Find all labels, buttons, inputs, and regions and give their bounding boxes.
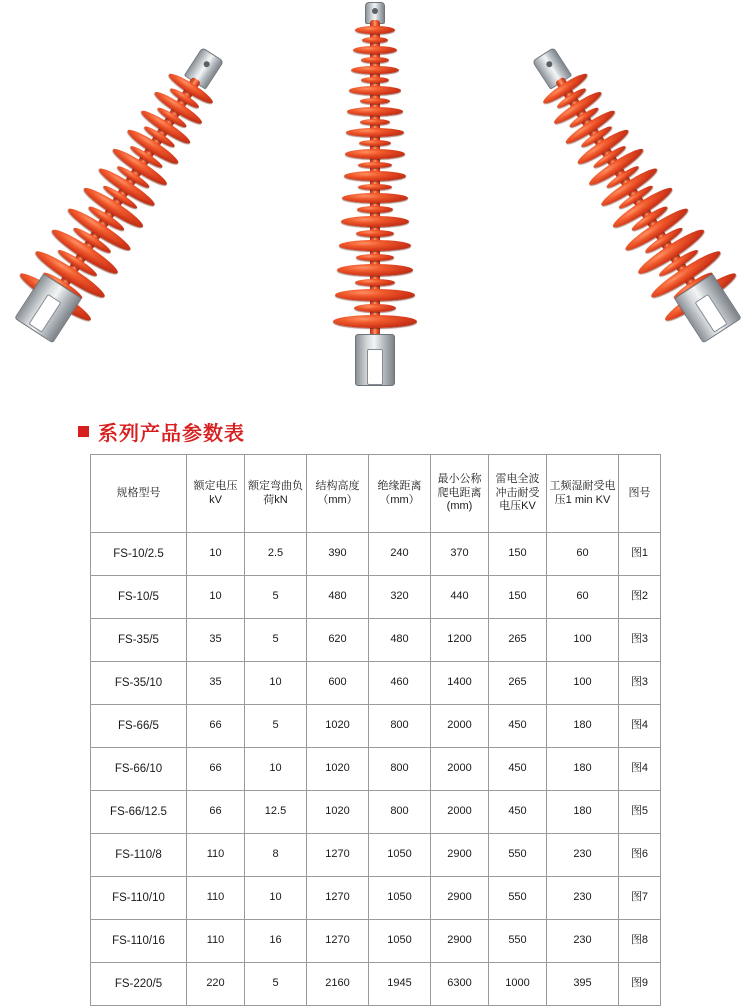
table-row [91, 920, 661, 963]
table-row [91, 533, 661, 576]
cell-rated-voltage: 66 [187, 791, 245, 834]
cell-model: FS-110/10 [91, 877, 187, 920]
cell-figure-no: 图8 [619, 920, 661, 963]
cell-bending-load: 2.5 [245, 533, 307, 576]
cell-bending-load: 16 [245, 920, 307, 963]
cell-figure-no: 图9 [619, 963, 661, 1006]
cell-lightning-impulse: 150 [489, 533, 547, 576]
cell-figure-no: 图3 [619, 662, 661, 705]
table-row [91, 705, 661, 748]
col-header-insulation-distance: 绝缘距离（mm） [369, 455, 431, 533]
cell-insulation-distance: 1050 [369, 920, 431, 963]
table-header-row [91, 455, 661, 533]
cell-insulation-distance: 800 [369, 705, 431, 748]
col-header-model: 规格型号 [91, 455, 187, 533]
cell-lightning-impulse: 450 [489, 748, 547, 791]
cell-creepage-distance: 1200 [431, 619, 489, 662]
cell-power-frequency-wet: 395 [547, 963, 619, 1006]
cell-structure-height: 600 [307, 662, 369, 705]
cell-lightning-impulse: 265 [489, 619, 547, 662]
cell-lightning-impulse: 450 [489, 791, 547, 834]
cell-rated-voltage: 35 [187, 662, 245, 705]
spec-table [90, 454, 661, 1006]
cell-figure-no: 图7 [619, 877, 661, 920]
cell-structure-height: 620 [307, 619, 369, 662]
cell-creepage-distance: 2000 [431, 705, 489, 748]
cell-insulation-distance: 1050 [369, 834, 431, 877]
cell-power-frequency-wet: 230 [547, 877, 619, 920]
table-row [91, 619, 661, 662]
cell-bending-load: 5 [245, 705, 307, 748]
col-header-figure-no: 图号 [619, 455, 661, 533]
cell-creepage-distance: 2900 [431, 877, 489, 920]
cell-power-frequency-wet: 230 [547, 920, 619, 963]
cell-structure-height: 1020 [307, 791, 369, 834]
col-header-bending-load: 额定弯曲负荷kN [245, 455, 307, 533]
cell-lightning-impulse: 450 [489, 705, 547, 748]
table-row [91, 963, 661, 1006]
cell-insulation-distance: 460 [369, 662, 431, 705]
cell-insulation-distance: 480 [369, 619, 431, 662]
table-row [91, 834, 661, 877]
insulator-center [315, 2, 435, 392]
cell-structure-height: 480 [307, 576, 369, 619]
cell-structure-height: 1020 [307, 705, 369, 748]
cell-lightning-impulse: 150 [489, 576, 547, 619]
cell-model: FS-66/10 [91, 748, 187, 791]
cell-rated-voltage: 66 [187, 705, 245, 748]
cell-insulation-distance: 240 [369, 533, 431, 576]
cell-structure-height: 390 [307, 533, 369, 576]
table-row [91, 791, 661, 834]
spec-table-head [91, 455, 661, 533]
cell-power-frequency-wet: 100 [547, 662, 619, 705]
cell-power-frequency-wet: 60 [547, 576, 619, 619]
metal-clevis-center [355, 334, 395, 386]
cell-figure-no: 图4 [619, 748, 661, 791]
cell-lightning-impulse: 265 [489, 662, 547, 705]
cell-insulation-distance: 800 [369, 791, 431, 834]
cell-model: FS-66/12.5 [91, 791, 187, 834]
cap-hole-icon [203, 60, 211, 68]
cell-figure-no: 图2 [619, 576, 661, 619]
cell-rated-voltage: 220 [187, 963, 245, 1006]
cell-creepage-distance: 2900 [431, 920, 489, 963]
col-header-power-frequency-wet: 工频湿耐受电压1 min KV [547, 455, 619, 533]
cell-insulation-distance: 1050 [369, 877, 431, 920]
col-header-structure-height: 结构高度（mm） [307, 455, 369, 533]
cell-rated-voltage: 10 [187, 533, 245, 576]
cap-hole-icon [372, 8, 378, 14]
spec-table-container [0, 454, 750, 1006]
cell-model: FS-220/5 [91, 963, 187, 1006]
cell-structure-height: 1270 [307, 877, 369, 920]
cell-lightning-impulse: 550 [489, 920, 547, 963]
cell-creepage-distance: 6300 [431, 963, 489, 1006]
col-header-lightning-impulse: 雷电全波冲击耐受电压KV [489, 455, 547, 533]
cell-power-frequency-wet: 180 [547, 705, 619, 748]
cell-model: FS-35/10 [91, 662, 187, 705]
cell-rated-voltage: 35 [187, 619, 245, 662]
cell-bending-load: 10 [245, 877, 307, 920]
cell-figure-no: 图3 [619, 619, 661, 662]
shed-stack-center [333, 26, 417, 331]
cell-creepage-distance: 1400 [431, 662, 489, 705]
cell-insulation-distance: 1945 [369, 963, 431, 1006]
cell-bending-load: 5 [245, 576, 307, 619]
cell-insulation-distance: 320 [369, 576, 431, 619]
cell-model: FS-66/5 [91, 705, 187, 748]
cell-power-frequency-wet: 60 [547, 533, 619, 576]
cell-bending-load: 5 [245, 619, 307, 662]
cell-bending-load: 10 [245, 662, 307, 705]
cell-figure-no: 图4 [619, 705, 661, 748]
cell-creepage-distance: 440 [431, 576, 489, 619]
cell-power-frequency-wet: 180 [547, 748, 619, 791]
cell-creepage-distance: 370 [431, 533, 489, 576]
cell-bending-load: 5 [245, 963, 307, 1006]
cell-rated-voltage: 66 [187, 748, 245, 791]
cell-structure-height: 1020 [307, 748, 369, 791]
section-bullet-icon [78, 426, 89, 437]
cell-model: FS-110/16 [91, 920, 187, 963]
table-row [91, 877, 661, 920]
cell-structure-height: 1270 [307, 834, 369, 877]
cell-model: FS-110/8 [91, 834, 187, 877]
cell-lightning-impulse: 550 [489, 877, 547, 920]
col-header-creepage-distance: 最小公称爬电距离(mm) [431, 455, 489, 533]
cell-model: FS-35/5 [91, 619, 187, 662]
cell-rated-voltage: 110 [187, 920, 245, 963]
cell-figure-no: 图6 [619, 834, 661, 877]
insulator-left [0, 0, 305, 391]
product-photo [0, 0, 750, 400]
cell-bending-load: 10 [245, 748, 307, 791]
cell-rated-voltage: 110 [187, 834, 245, 877]
section-header [0, 408, 750, 454]
cell-rated-voltage: 10 [187, 576, 245, 619]
cell-structure-height: 2160 [307, 963, 369, 1006]
cell-lightning-impulse: 550 [489, 834, 547, 877]
cell-power-frequency-wet: 100 [547, 619, 619, 662]
spec-table-body [91, 533, 661, 1006]
insulator-right [451, 0, 750, 391]
cell-model: FS-10/5 [91, 576, 187, 619]
table-row [91, 662, 661, 705]
cell-model: FS-10/2.5 [91, 533, 187, 576]
cell-power-frequency-wet: 180 [547, 791, 619, 834]
cell-creepage-distance: 2000 [431, 748, 489, 791]
cell-bending-load: 12.5 [245, 791, 307, 834]
cell-figure-no: 图5 [619, 791, 661, 834]
cell-creepage-distance: 2900 [431, 834, 489, 877]
cell-structure-height: 1270 [307, 920, 369, 963]
table-row [91, 748, 661, 791]
section-title: 系列产品参数表 [98, 422, 245, 445]
cell-rated-voltage: 110 [187, 877, 245, 920]
cell-lightning-impulse: 1000 [489, 963, 547, 1006]
cell-bending-load: 8 [245, 834, 307, 877]
cap-hole-icon [545, 60, 553, 68]
cell-creepage-distance: 2000 [431, 791, 489, 834]
cell-figure-no: 图1 [619, 533, 661, 576]
table-row [91, 576, 661, 619]
cell-power-frequency-wet: 230 [547, 834, 619, 877]
cell-insulation-distance: 800 [369, 748, 431, 791]
col-header-rated-voltage: 额定电压kV [187, 455, 245, 533]
